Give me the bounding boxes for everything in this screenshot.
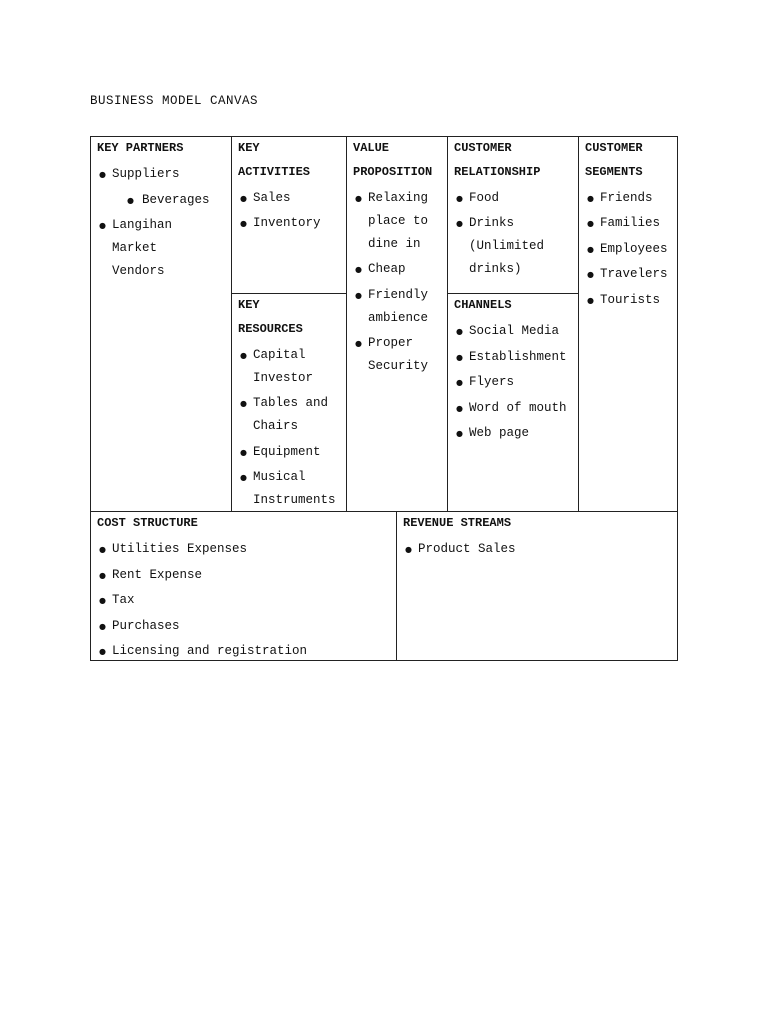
customer-relationship-item: ● Drinks (Unlimited drinks) xyxy=(454,212,578,281)
key-resources-cell xyxy=(231,293,346,512)
cost-structure-item: ● Tax xyxy=(97,589,396,612)
document-title: BUSINESS MODEL CANVAS xyxy=(90,94,259,108)
customer-segments-item: ● Friends xyxy=(585,187,677,210)
customer-segments-item: ● Travelers xyxy=(585,263,677,286)
cost-structure-item: ● Utilities Expenses xyxy=(97,538,396,561)
revenue-streams-item: ● Product Sales xyxy=(403,538,677,561)
cost-structure-heading: COST STRUCTURE xyxy=(97,516,198,530)
customer-segments-item: ● Families xyxy=(585,212,677,235)
channels-item: ● Establishment xyxy=(454,346,578,369)
channels-item: ● Social Media xyxy=(454,320,578,343)
customer-segments-heading: CUSTOMER SEGMENTS xyxy=(585,141,643,179)
value-proposition-item: ● Proper Security xyxy=(353,332,447,378)
key-resources-item: ● Capital Investor xyxy=(238,344,346,390)
value-proposition-cell xyxy=(346,137,447,512)
customer-relationship-heading: CUSTOMER RELATIONSHIP xyxy=(454,141,541,179)
key-resources-item: ● Musical Instruments xyxy=(238,466,346,512)
cost-structure-cell xyxy=(91,511,396,660)
customer-segments-cell xyxy=(578,137,677,512)
channels-item: ● Flyers xyxy=(454,371,578,394)
key-partners-heading: KEY PARTNERS xyxy=(97,141,184,155)
key-partners-cell xyxy=(91,137,231,512)
cost-structure-item: ● Purchases xyxy=(97,615,396,638)
value-proposition-item: ● Cheap xyxy=(353,258,447,281)
key-resources-item: ● Tables and Chairs xyxy=(238,392,346,438)
key-activities-item: ● Inventory xyxy=(238,212,346,235)
value-proposition-item: ● Relaxing place to dine in xyxy=(353,187,447,256)
channels-item: ● Word of mouth xyxy=(454,397,578,420)
cost-structure-item: ● Rent Expense xyxy=(97,564,396,587)
value-proposition-item: ● Friendly ambience xyxy=(353,284,447,330)
key-partners-item: ● Langihan Market Vendors xyxy=(97,214,231,283)
value-proposition-heading: VALUE PROPOSITION xyxy=(353,141,433,179)
revenue-streams-cell xyxy=(396,511,677,660)
channels-heading: CHANNELS xyxy=(454,298,512,312)
key-activities-cell xyxy=(231,137,346,294)
key-partners-item: ● Suppliers xyxy=(97,163,231,186)
channels-cell xyxy=(447,293,578,512)
customer-relationship-item: ● Food xyxy=(454,187,578,210)
cost-structure-item: ● Licensing and registration xyxy=(97,640,396,660)
key-resources-item: ● Equipment xyxy=(238,441,346,464)
key-resources-heading: KEY RESOURCES xyxy=(238,298,303,336)
channels-item: ● Web page xyxy=(454,422,578,445)
key-activities-item: ● Sales xyxy=(238,187,346,210)
key-partners-subitem: ● Beverages xyxy=(97,189,231,212)
customer-segments-item: ● Employees xyxy=(585,238,677,261)
business-model-canvas-table xyxy=(90,136,678,661)
key-activities-heading: KEY ACTIVITIES xyxy=(238,141,311,179)
customer-segments-item: ● Tourists xyxy=(585,289,677,312)
revenue-streams-heading: REVENUE STREAMS xyxy=(403,516,512,530)
customer-relationship-cell xyxy=(447,137,578,294)
